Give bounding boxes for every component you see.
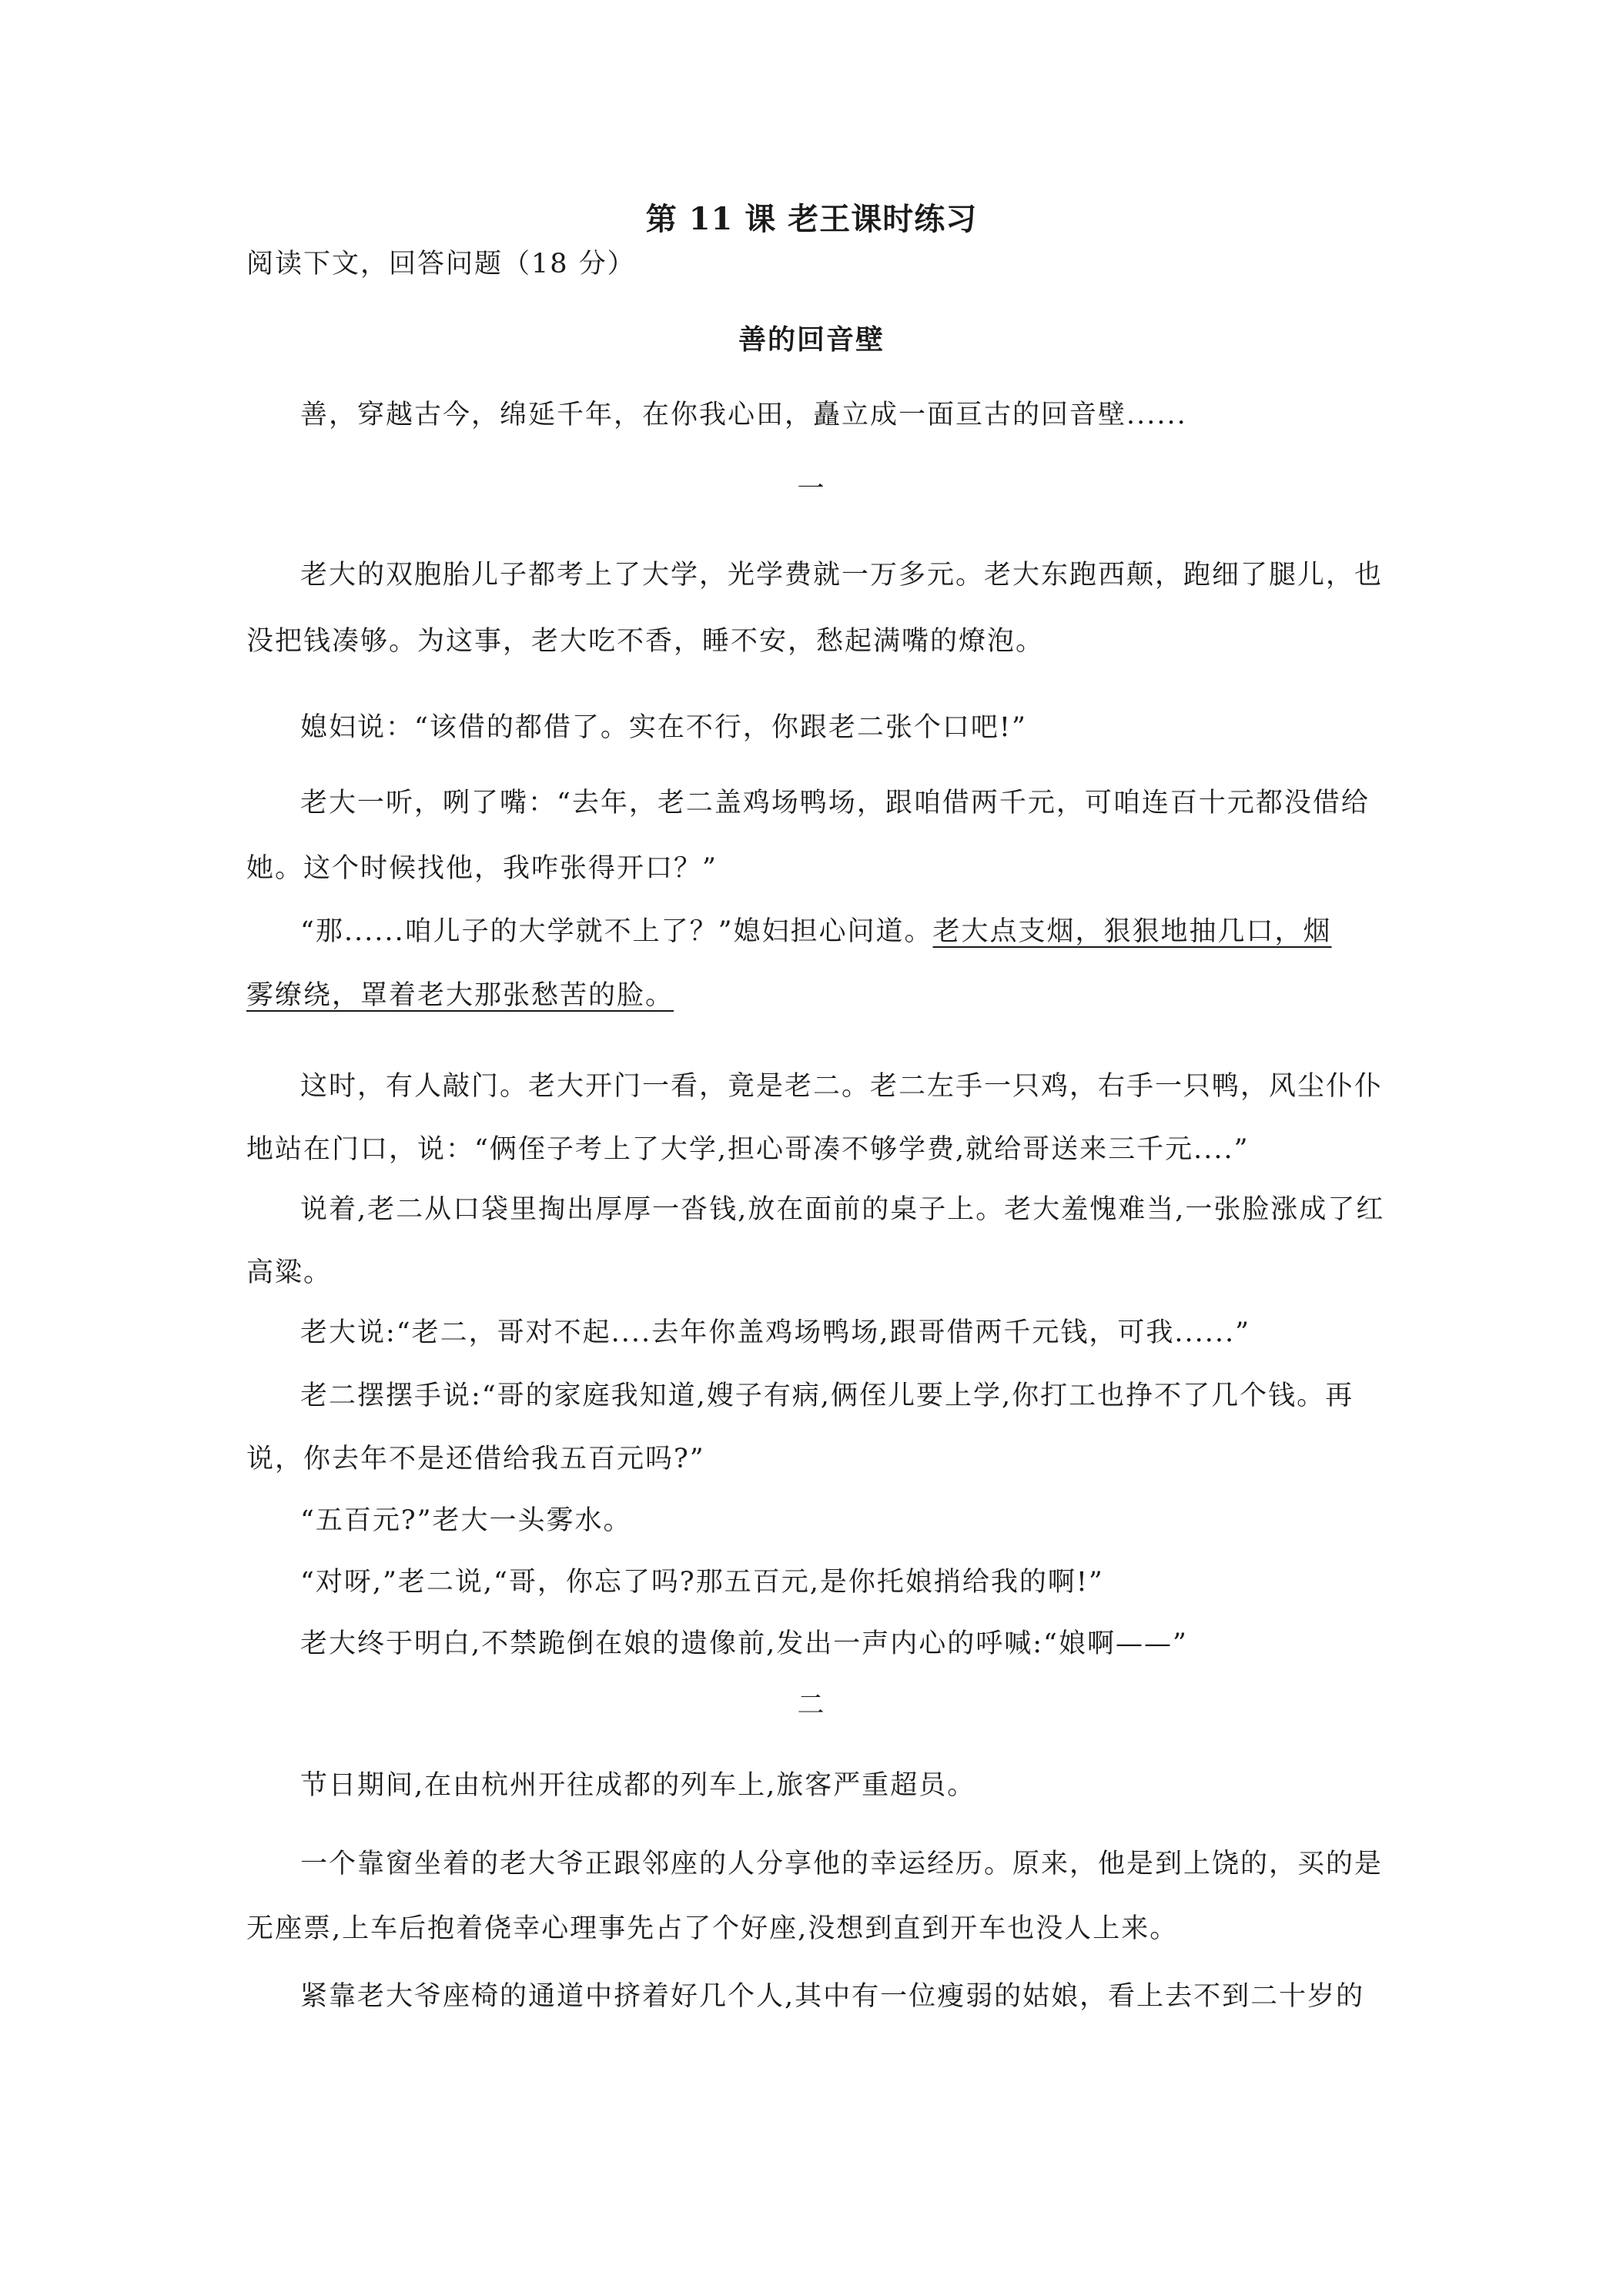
paragraph-line: 她。这个时候找他，我咋张得开口？” bbox=[246, 853, 718, 884]
paragraph-line bbox=[246, 978, 1386, 1013]
paragraph-line: 媳妇说：“该借的都借了。实在不行，你跟老二张个口吧!” bbox=[300, 712, 1027, 743]
paragraph-line: 这时，有人敲门。老大开门一看，竟是老二。老二左手一只鸡，右手一只鸭，风尘仆仆 bbox=[300, 1071, 1384, 1102]
paragraph-line: 节日期间,在由杭州开往成都的列车上,旅客严重超员。 bbox=[300, 1770, 976, 1801]
paragraph-line bbox=[300, 914, 1440, 949]
section-heading-1: 一 bbox=[797, 474, 826, 504]
intro-paragraph: 善，穿越古今，绵延千年，在你我心田，矗立成一面亘古的回音壁...... bbox=[300, 400, 1187, 430]
instruction-text: 阅读下文，回答问题（18 分） bbox=[246, 249, 636, 279]
paragraph-line: 老大的双胞胎儿子都考上了大学，光学费就一万多元。老大东跑西颠，跑细了腿儿，也 bbox=[300, 560, 1384, 591]
paragraph-line: 紧靠老大爷座椅的通道中挤着好几个人,其中有一位瘦弱的姑娘，看上去不到二十岁的 bbox=[300, 1981, 1365, 2012]
paragraph-line: 没把钱凑够。为这事，老大吃不香，睡不安，愁起满嘴的燎泡。 bbox=[246, 626, 1045, 657]
paragraph-line: 老二摆摆手说:“哥的家庭我知道,嫂子有病,俩侄儿要上学,你打工也挣不了几个钱。再 bbox=[300, 1381, 1354, 1411]
article-title: 善的回音壁 bbox=[738, 323, 885, 356]
paragraph-line: 无座票,上车后抱着侥幸心理事先占了个好座,没想到直到开车也没人上来。 bbox=[246, 1913, 1179, 1944]
paragraph-line: 老大终于明白,不禁跪倒在娘的遗像前,发出一声内心的呼喊:“娘啊——” bbox=[300, 1628, 1188, 1659]
page-title: 第 11 课 老王课时练习 bbox=[645, 201, 978, 237]
paragraph-line: 说着,老二从口袋里掏出厚厚一沓钱,放在面前的桌子上。老大羞愧难当,一张脸涨成了红 bbox=[300, 1194, 1385, 1225]
paragraph-line: 高粱。 bbox=[246, 1257, 333, 1288]
paragraph-line: 老大一听，咧了嘴：“去年，老二盖鸡场鸭场，跟咱借两千元，可咱连百十元都没借给 bbox=[300, 788, 1370, 818]
paragraph-line: “对呀,”老二说,“哥，你忘了吗?那五百元,是你托娘捎给我的啊!” bbox=[300, 1567, 1104, 1598]
underlined-sentence: 老大点支烟，狠狠地抽几口，烟 bbox=[932, 916, 1332, 947]
paragraph-line: 一个靠窗坐着的老大爷正跟邻座的人分享他的幸运经历。原来，他是到上饶的，买的是 bbox=[300, 1849, 1384, 1879]
section-heading-2: 二 bbox=[797, 1690, 826, 1721]
underlined-sentence: 雾缭绕，罩着老大那张愁苦的脸。 bbox=[246, 980, 674, 1011]
quote-text: “那......咱儿子的大学就不上了？”媳妇担心问道。 bbox=[300, 916, 933, 947]
paragraph-line: 说，你去年不是还借给我五百元吗?” bbox=[246, 1444, 705, 1474]
paragraph-line: 地站在门口，说：“俩侄子考上了大学,担心哥凑不够学费,就给哥送来三千元....” bbox=[246, 1134, 1250, 1165]
paragraph-line: “五百元?”老大一头雾水。 bbox=[300, 1505, 632, 1536]
paragraph-line: 老大说:“老二，哥对不起....去年你盖鸡场鸭场,跟哥借两千元钱，可我......” bbox=[300, 1317, 1250, 1348]
